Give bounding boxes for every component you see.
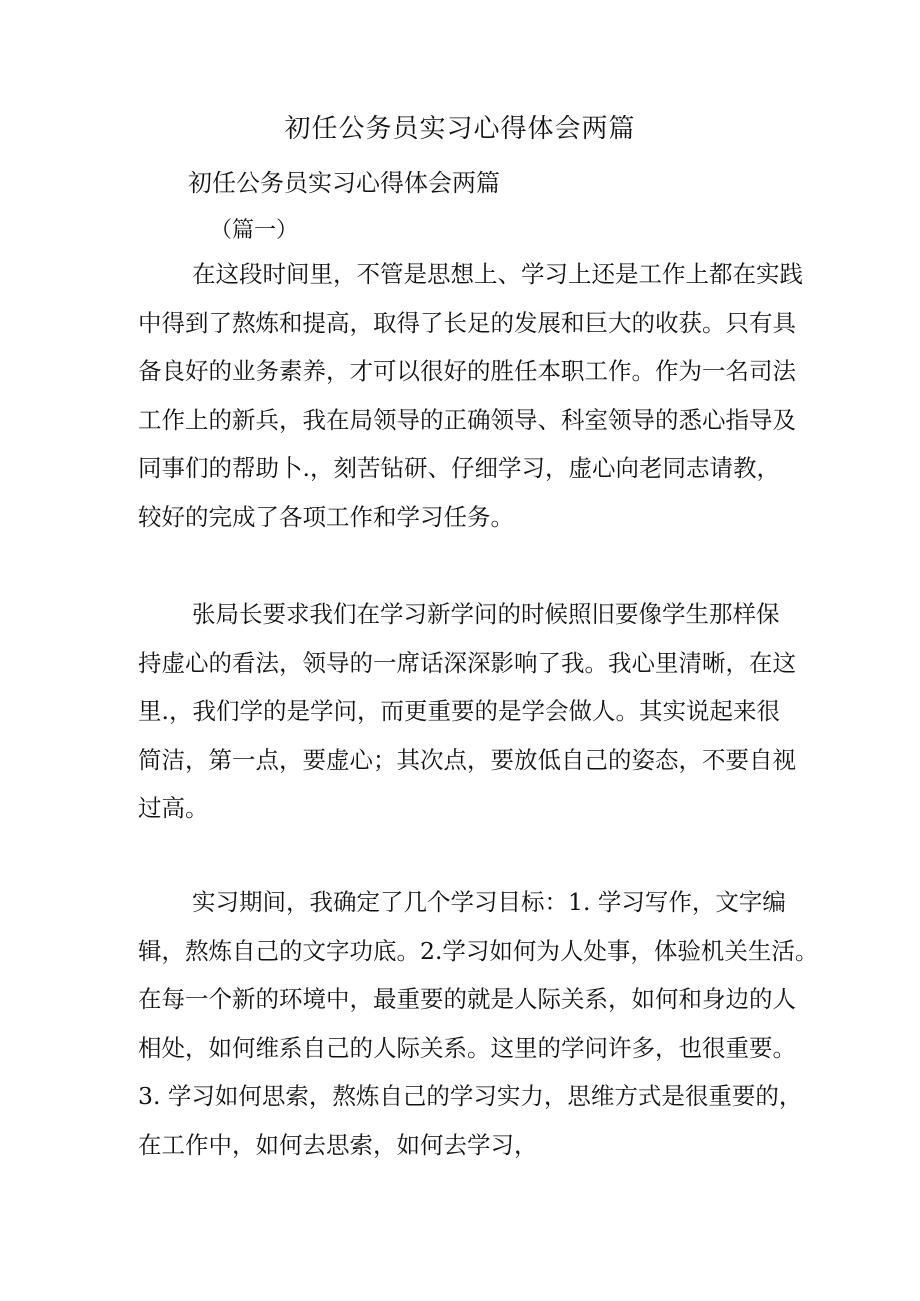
paragraph-line: 相处，如何维系自己的人际关系。这里的学问许多，也很重要。 bbox=[138, 1033, 796, 1062]
paragraph-line: 实习期间，我确定了几个学习目标：1. 学习写作，文字编 bbox=[192, 888, 786, 916]
paragraph-1 bbox=[138, 250, 808, 541]
paragraph-line: 在工作中，如何去思索，如何去学习， bbox=[138, 1130, 538, 1159]
paragraph-3 bbox=[138, 878, 819, 1169]
paragraph-line: 同事们的帮助卜.，刻苦钻研、仔细学习，虚心向老同志请教， bbox=[138, 454, 780, 482]
paragraph-line: 备良好的业务素养，才可以很好的胜任本职工作。作为一名司法 bbox=[138, 357, 796, 385]
paragraph-line: 辑，熬炼自己的文字功底。2.学习如何为人处事，体验机关生活。 bbox=[138, 936, 819, 965]
section-label: （篇一） bbox=[210, 218, 299, 243]
paragraph-line: 简洁，第一点，要虚心；其次点，要放低自己的姿态，不要自视 bbox=[138, 745, 796, 774]
paragraph-line: 过高。 bbox=[138, 794, 209, 822]
document-title: 初任公务员实习心得体会两篇 bbox=[284, 114, 636, 144]
paragraph-line: 较好的完成了各项工作和学习任务。 bbox=[138, 502, 514, 531]
paragraph-line: 里.，我们学的是学问，而更重要的是学会做人。其实说起来很 bbox=[138, 697, 780, 725]
paragraph-line: 3. 学习如何思索，熬炼自己的学习实力，思维方式是很重要的， bbox=[138, 1082, 803, 1110]
paragraph-line: 在每一个新的环境中，最重要的就是人际关系，如何和身边的人 bbox=[138, 985, 796, 1013]
paragraph-2 bbox=[138, 590, 808, 833]
paragraph-line: 张局长要求我们在学习新学问的时候照旧要像学生那样保 bbox=[192, 600, 780, 628]
paragraph-line: 持虚心的看法，领导的一席话深深影响了我。我心里清晰，在这 bbox=[138, 648, 796, 677]
paragraph-line: 在这段时间里，不管是思想上、学习上还是工作上都在实践 bbox=[192, 260, 803, 288]
paragraph-line: 中得到了熬炼和提高，取得了长足的发展和巨大的收获。只有具 bbox=[138, 308, 796, 337]
document-subtitle: 初任公务员实习心得体会两篇 bbox=[188, 169, 500, 197]
paragraph-line: 工作上的新兵，我在局领导的正确领导、科室领导的悉心指导及 bbox=[138, 405, 796, 434]
